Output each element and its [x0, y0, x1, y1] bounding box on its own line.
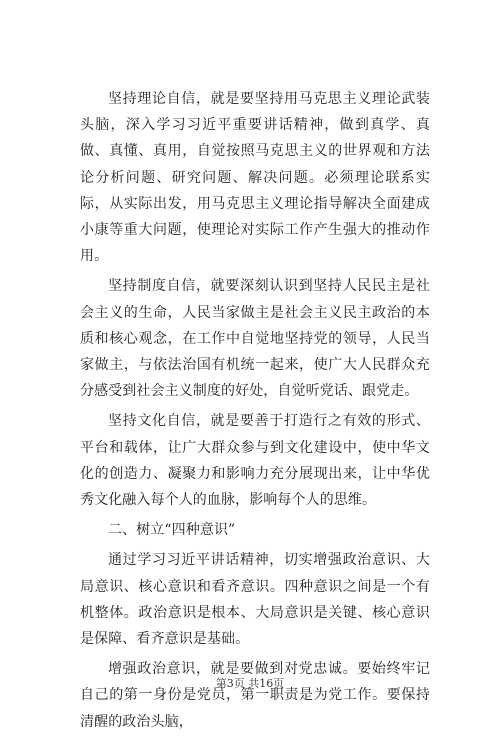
- paragraph-theory-confidence: 坚持理论自信，就是要坚持用马克思主义理论武装头脑，深入学习习近平重要讲话精神，做到真学、真做、真懂、真用，自觉按照马克思主义的世界观和方法论分析问题、研究问题、解决问题。必须理论联系实际，从实际出发，用马克思主义理论指导解决全面建成小康等重大问题，使理论对实际工作产生强大的推动作用。: [80, 91, 430, 265]
- section-heading-four-consciousness: 二、树立“四种意识”: [108, 522, 236, 539]
- document-body: [80, 86, 430, 739]
- paragraph-system-confidence: 坚持制度自信，就要深刻认识到坚持人民民主是社会主义的生命，人民当家做主是社会主义民主政治的本质和核心观念，在工作中自觉地坚持党的领导，人民当家做主，与依法治国有机统一起来，使广大人民群众充分感受到社会主义制度的好处，自觉听党话、跟党走。: [80, 278, 430, 400]
- paragraph-four-consciousness: 通过学习习近平讲话精神，切实增强政治意识、大局意识、核心意识和看齐意识。四种意识之间是一个有机整体。政治意识是根本、大局意识是关键、核心意识是保障、看齐意识是基础。: [80, 552, 430, 648]
- paragraph-culture-confidence: 坚持文化自信，就是要善于打造行之有效的形式、平台和载体，让广大群众参与到文化建设中，使中华文化的创造力、凝聚力和影响力充分展现出来，让中华优秀文化融入每个人的血脉，影响每个人的思维。: [80, 413, 430, 509]
- page-footer: 第3页 共16页: [215, 677, 285, 690]
- paragraph-political-consciousness: 增强政治意识，就是要做到对党忠诚。要始终牢记自己的第一身份是党员，第一职责是为党工作。要保持清醒的政治头脑，: [80, 661, 430, 730]
